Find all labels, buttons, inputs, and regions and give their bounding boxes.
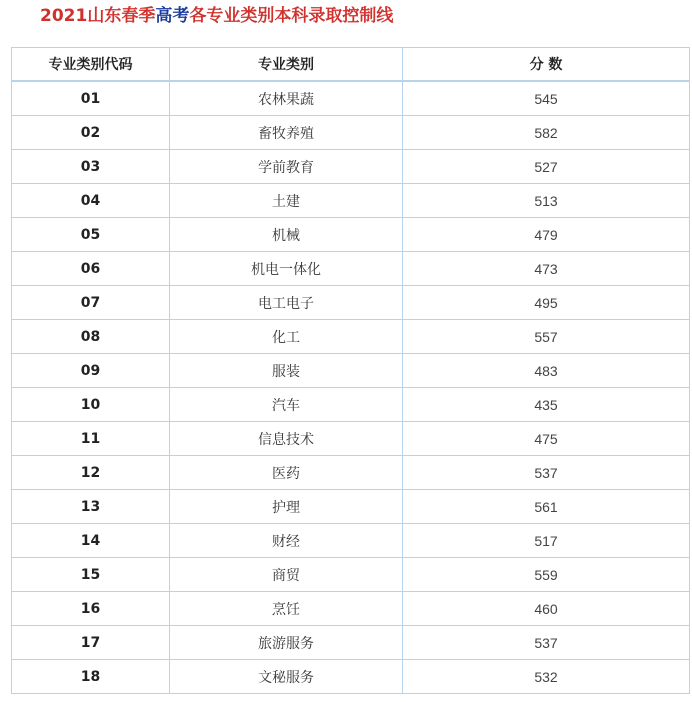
category-code-cell: 10 bbox=[12, 388, 170, 422]
category-name-cell: 土建 bbox=[170, 184, 403, 218]
score-cell: 557 bbox=[403, 320, 690, 354]
category-code-cell: 09 bbox=[12, 354, 170, 388]
score-cell: 513 bbox=[403, 184, 690, 218]
category-code-cell: 03 bbox=[12, 150, 170, 184]
table-row bbox=[12, 81, 690, 116]
table-row bbox=[12, 388, 690, 422]
category-name-cell: 旅游服务 bbox=[170, 626, 403, 660]
table-row bbox=[12, 626, 690, 660]
category-name-cell: 财经 bbox=[170, 524, 403, 558]
category-code-cell: 13 bbox=[12, 490, 170, 524]
score-cell: 435 bbox=[403, 388, 690, 422]
category-name-cell: 医药 bbox=[170, 456, 403, 490]
score-cell: 561 bbox=[403, 490, 690, 524]
category-name-cell: 汽车 bbox=[170, 388, 403, 422]
score-cell: 532 bbox=[403, 660, 690, 694]
score-cell: 495 bbox=[403, 286, 690, 320]
title-part-1: 2021山东春季 bbox=[40, 6, 156, 26]
category-name-cell: 机电一体化 bbox=[170, 252, 403, 286]
table-row bbox=[12, 320, 690, 354]
table-row bbox=[12, 184, 690, 218]
category-name-cell: 烹饪 bbox=[170, 592, 403, 626]
table-row bbox=[12, 490, 690, 524]
category-code-cell: 01 bbox=[12, 81, 170, 116]
category-code-cell: 14 bbox=[12, 524, 170, 558]
category-code-cell: 08 bbox=[12, 320, 170, 354]
table-row bbox=[12, 286, 690, 320]
category-name-cell: 护理 bbox=[170, 490, 403, 524]
score-cell: 537 bbox=[403, 626, 690, 660]
score-cell: 460 bbox=[403, 592, 690, 626]
category-code-cell: 02 bbox=[12, 116, 170, 150]
admission-score-table bbox=[11, 47, 690, 694]
category-code-cell: 12 bbox=[12, 456, 170, 490]
score-cell: 517 bbox=[403, 524, 690, 558]
score-cell: 483 bbox=[403, 354, 690, 388]
table-row bbox=[12, 116, 690, 150]
table-row bbox=[12, 422, 690, 456]
table-row bbox=[12, 252, 690, 286]
score-cell: 527 bbox=[403, 150, 690, 184]
table-row bbox=[12, 592, 690, 626]
table-row bbox=[12, 150, 690, 184]
category-code-cell: 04 bbox=[12, 184, 170, 218]
category-name-cell: 畜牧养殖 bbox=[170, 116, 403, 150]
header-category-code: 专业类别代码 bbox=[12, 48, 170, 82]
score-cell: 545 bbox=[403, 81, 690, 116]
category-name-cell: 电工电子 bbox=[170, 286, 403, 320]
score-cell: 475 bbox=[403, 422, 690, 456]
category-name-cell: 商贸 bbox=[170, 558, 403, 592]
category-name-cell: 文秘服务 bbox=[170, 660, 403, 694]
category-code-cell: 15 bbox=[12, 558, 170, 592]
category-code-cell: 18 bbox=[12, 660, 170, 694]
category-name-cell: 学前教育 bbox=[170, 150, 403, 184]
category-name-cell: 农林果蔬 bbox=[170, 81, 403, 116]
table-row bbox=[12, 218, 690, 252]
category-code-cell: 07 bbox=[12, 286, 170, 320]
category-code-cell: 16 bbox=[12, 592, 170, 626]
score-cell: 473 bbox=[403, 252, 690, 286]
table-row bbox=[12, 558, 690, 592]
category-code-cell: 11 bbox=[12, 422, 170, 456]
category-code-cell: 05 bbox=[12, 218, 170, 252]
score-cell: 582 bbox=[403, 116, 690, 150]
table-row bbox=[12, 660, 690, 694]
score-cell: 537 bbox=[403, 456, 690, 490]
page-title bbox=[40, 4, 393, 28]
category-name-cell: 信息技术 bbox=[170, 422, 403, 456]
score-cell: 479 bbox=[403, 218, 690, 252]
title-part-3: 各专业类别本科录取控制线 bbox=[189, 6, 394, 26]
title-link-gaokao[interactable]: 高考 bbox=[155, 6, 190, 26]
table-row bbox=[12, 524, 690, 558]
score-cell: 559 bbox=[403, 558, 690, 592]
category-code-cell: 06 bbox=[12, 252, 170, 286]
category-name-cell: 服装 bbox=[170, 354, 403, 388]
category-code-cell: 17 bbox=[12, 626, 170, 660]
category-name-cell: 机械 bbox=[170, 218, 403, 252]
table-row bbox=[12, 354, 690, 388]
table-body bbox=[12, 81, 690, 694]
header-score: 分 数 bbox=[403, 48, 690, 82]
category-name-cell: 化工 bbox=[170, 320, 403, 354]
table-row bbox=[12, 456, 690, 490]
header-category-name: 专业类别 bbox=[170, 48, 403, 82]
table-header-row bbox=[12, 48, 690, 82]
